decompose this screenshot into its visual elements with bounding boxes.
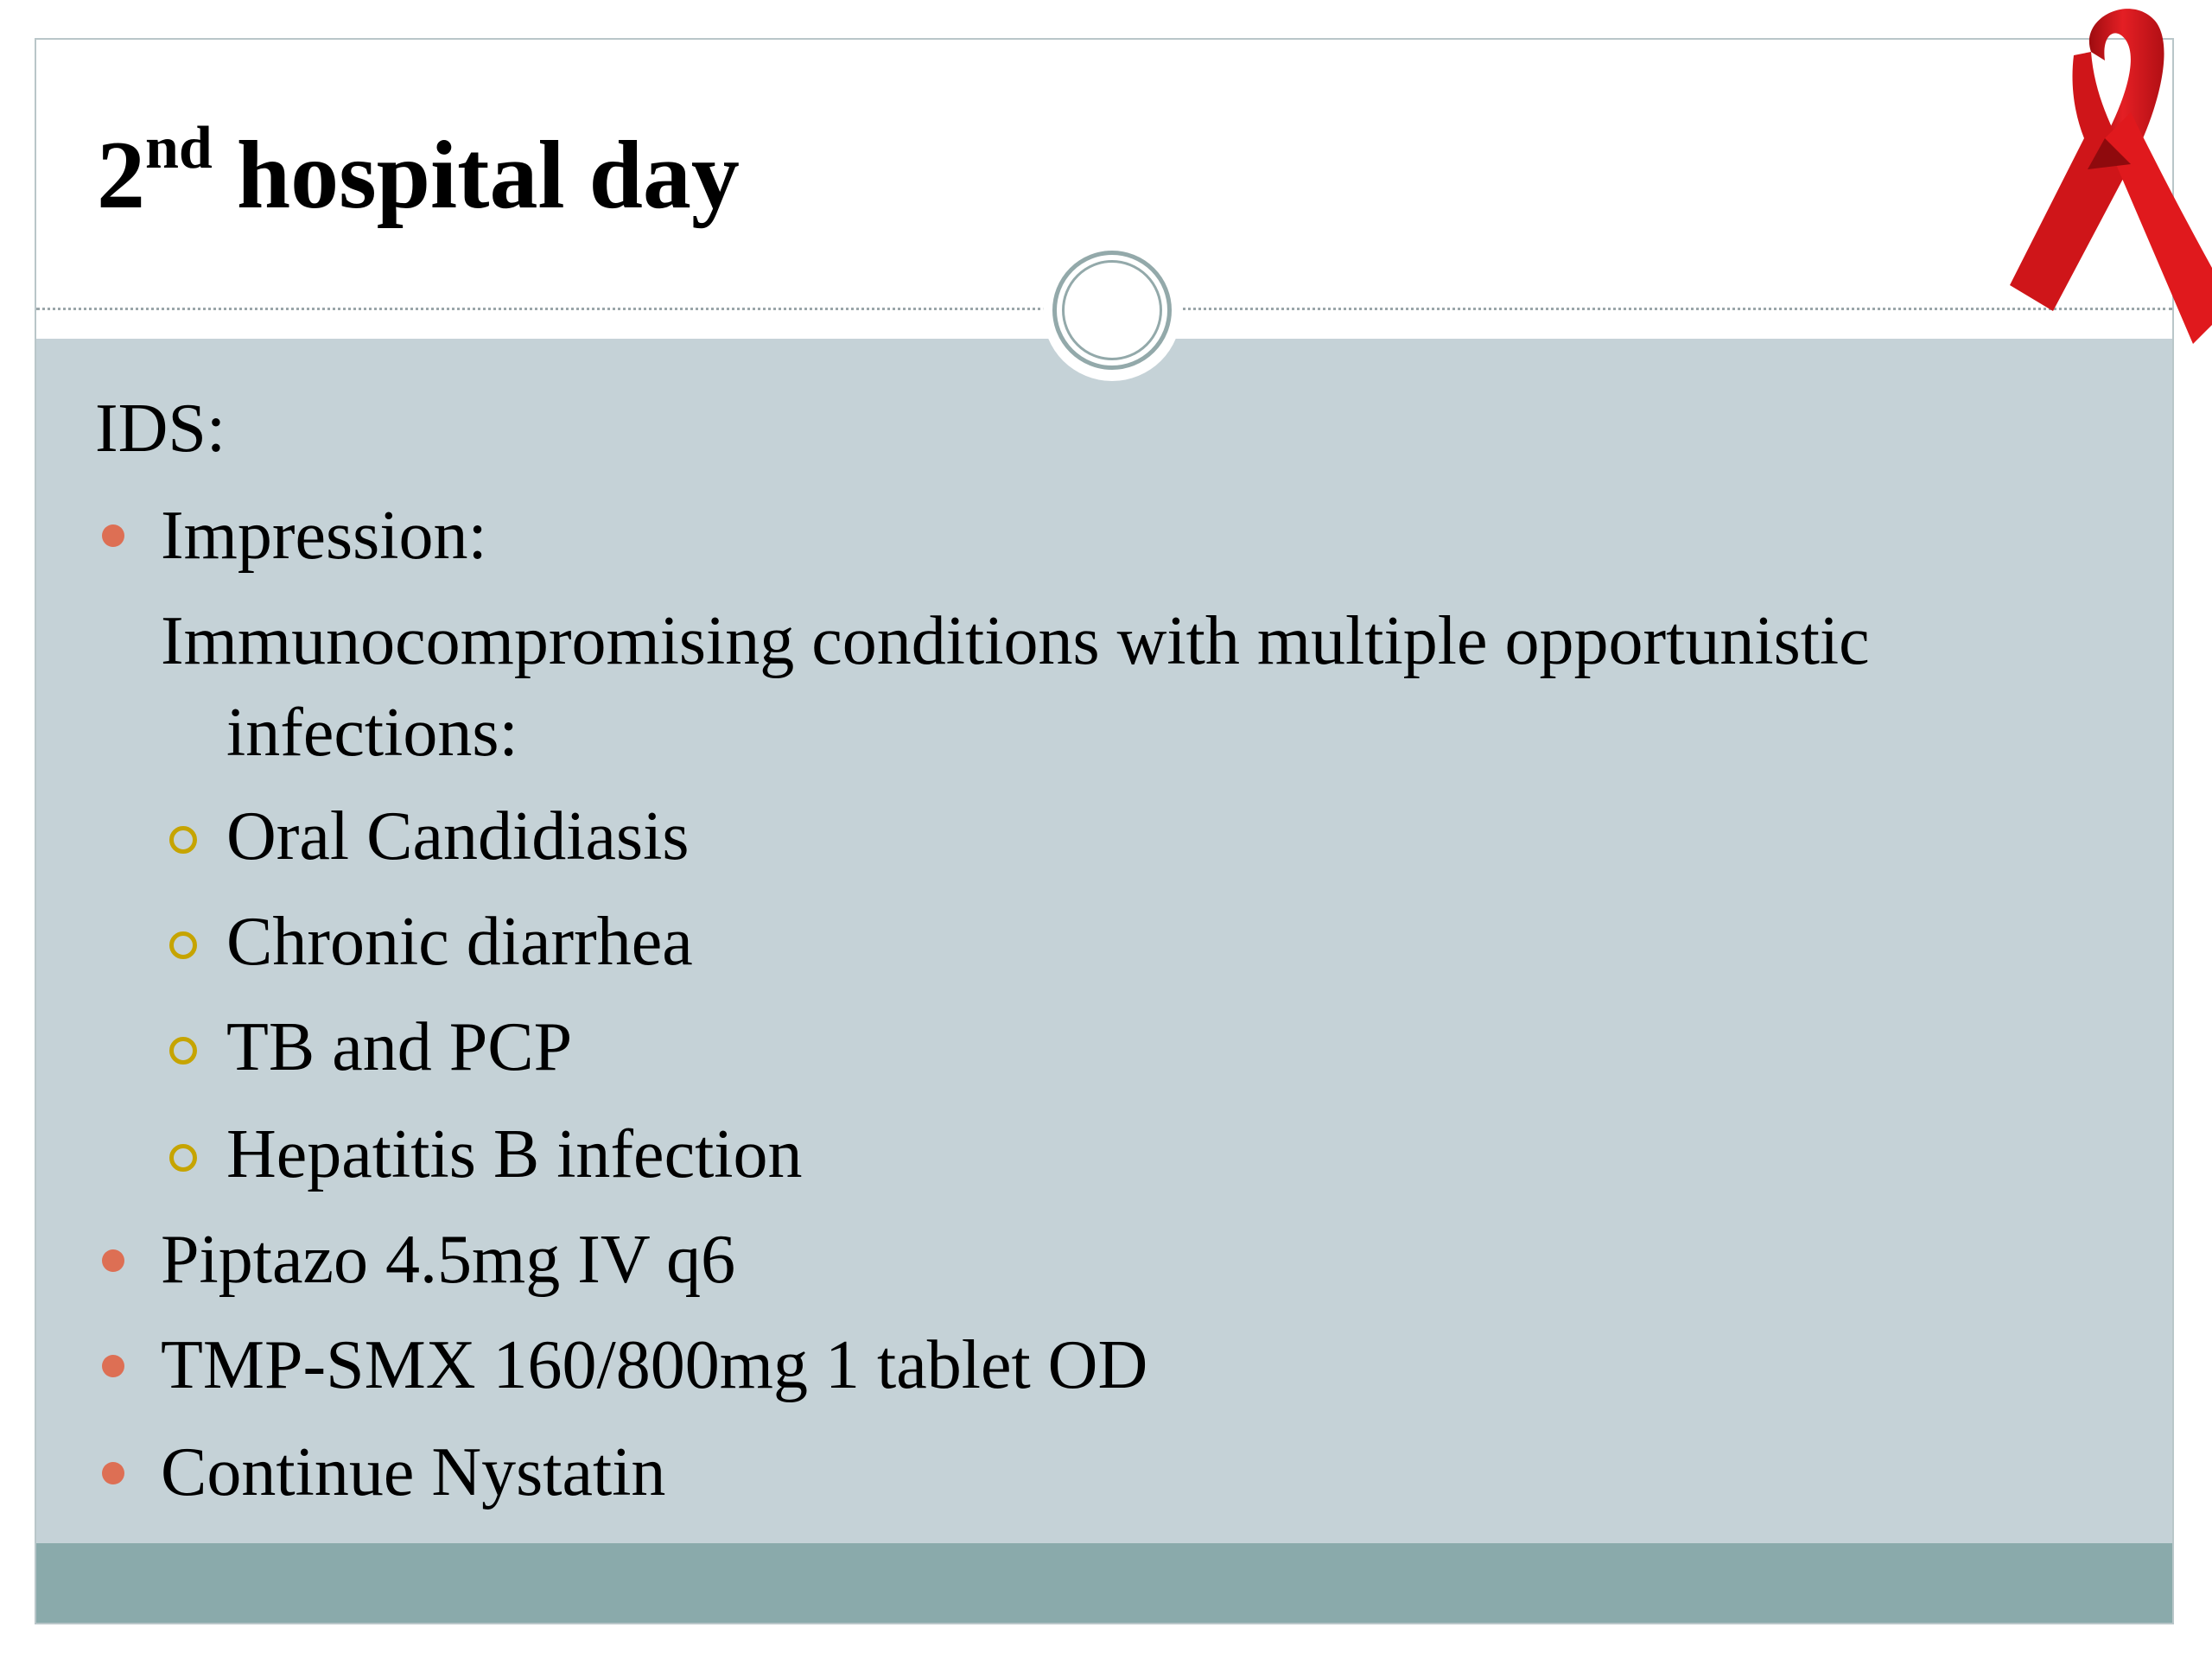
ring-bullet-icon	[169, 826, 197, 854]
sub-bullet-tb-pcp: TB and PCP	[226, 1009, 573, 1085]
impression-line-1: Immunocompromising conditions with multiple opportunistic	[161, 603, 1870, 679]
title-ordinal-suffix: nd	[145, 114, 213, 181]
bullet-impression: Impression:	[161, 498, 487, 574]
bullet-piptazo: Piptazo 4.5mg IV q6	[161, 1222, 736, 1298]
dot-bullet-icon	[102, 524, 124, 547]
bullet-nystatin: Continue Nystatin	[161, 1434, 666, 1510]
circle-connector-icon	[1052, 251, 1172, 370]
ring-bullet-icon	[169, 1037, 197, 1065]
ring-bullet-icon	[169, 931, 197, 959]
sub-bullet-oral-candidiasis: Oral Candidiasis	[226, 798, 690, 874]
bullet-tmp-smx: TMP-SMX 160/800mg 1 tablet OD	[161, 1327, 1148, 1403]
impression-line-2: infections:	[226, 695, 518, 771]
dot-bullet-icon	[102, 1249, 124, 1272]
sub-bullet-hepatitis-b: Hepatitis B infection	[226, 1116, 803, 1192]
slide-title	[97, 114, 740, 233]
dot-bullet-icon	[102, 1355, 124, 1377]
footer-band	[36, 1543, 2172, 1624]
title-text: hospital day	[212, 122, 740, 229]
dot-bullet-icon	[102, 1462, 124, 1484]
red-ribbon-icon	[2001, 0, 2212, 347]
ring-bullet-icon	[169, 1144, 197, 1172]
sub-bullet-chronic-diarrhea: Chronic diarrhea	[226, 904, 693, 980]
title-ordinal: 2	[97, 122, 145, 229]
section-label: IDS:	[95, 391, 226, 467]
